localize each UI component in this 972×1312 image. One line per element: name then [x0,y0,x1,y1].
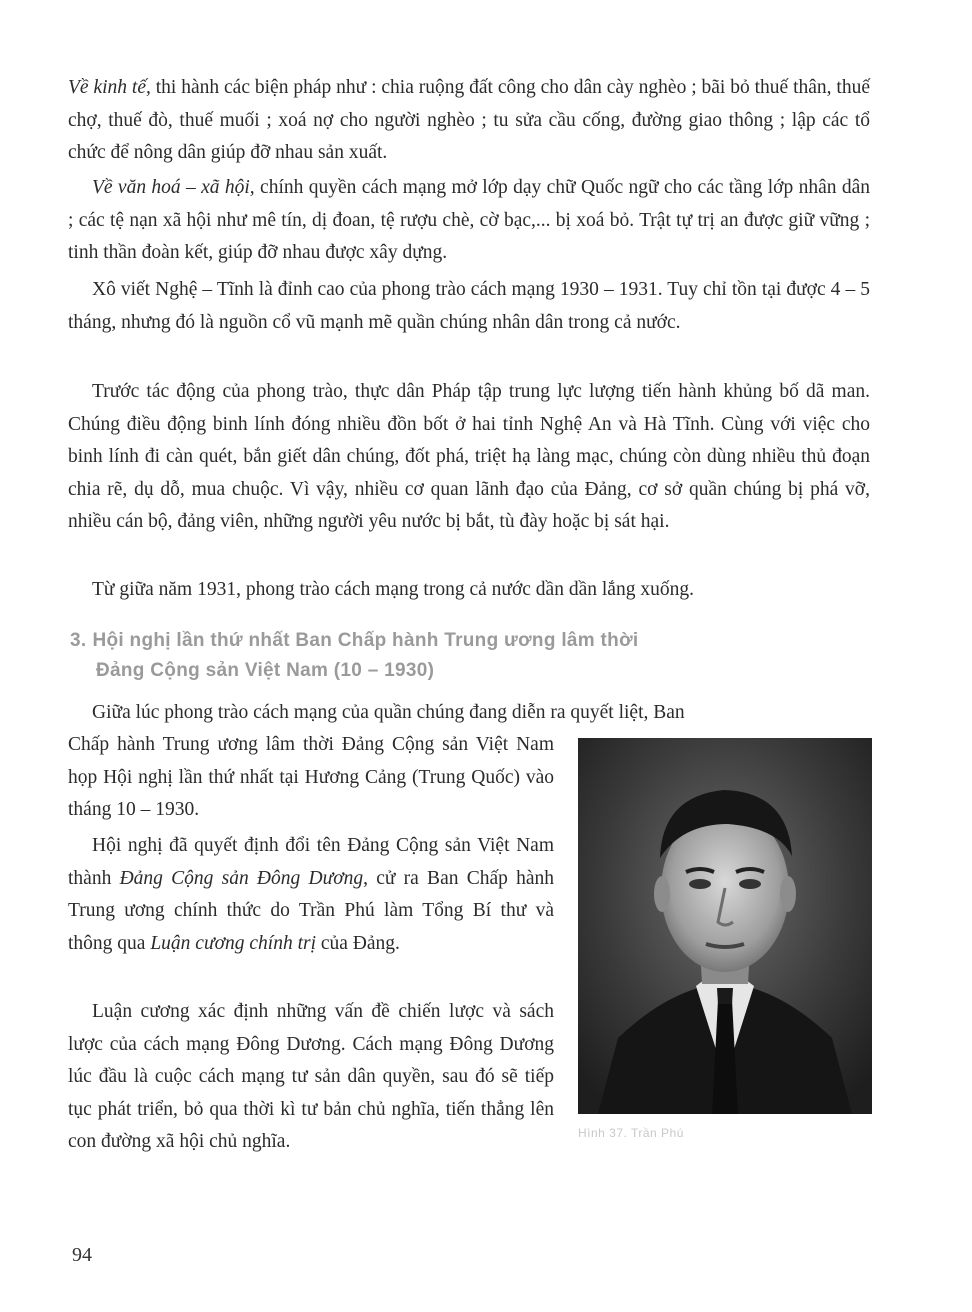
page-number: 94 [72,1244,92,1266]
party-name-italic: Đảng Cộng sản Đông Dương [119,867,364,889]
thesis-name-italic: Luận cương chính trị [150,932,316,954]
section-paragraph-rename [68,830,554,960]
section-title-line1: Hội nghị lần thứ nhất Ban Chấp hành Trung ương lâm thời [92,630,639,651]
paragraph-culture-society [68,172,870,270]
paragraph-lead: Về kinh tế, [68,77,151,98]
portrait-image [578,738,872,1114]
paragraph-text: Hội nghị đã quyết định đổi tên Đảng Cộng sản Việt Nam thành [68,835,554,889]
section-paragraph-intro: Chấp hành Trung ương lâm thời Đảng Cộng sản Việt Nam họp Hội nghị lần thứ nhất tại Hương Cảng (Trung Quốc) vào tháng 10 – 1930. [68,734,554,820]
paragraph-text: của Đảng. [316,932,400,954]
paragraph-text: chính quyền cách mạng mở lớp dạy chữ Quốc ngữ cho các tầng lớp nhân dân ; các tệ nạn xã hội như mê tín, dị đoan, tệ rượu chè, cờ bạc,... bị xoá bỏ. Trật tự trị an được giữ vững ; tinh thần đoàn kết, giúp đỡ nhau được xây dựng. [68,177,870,263]
portrait-photo [578,738,872,1114]
paragraph-economy [68,72,870,170]
figure-caption: Hình 37. Trần Phú [578,1126,684,1140]
section-heading [70,626,830,686]
section-number: 3. [70,630,87,651]
paragraph-text: , cử ra Ban Chấp hành Trung ương chính thức do Trần Phú làm Tổng Bí thư và thông qua [68,867,554,954]
section-paragraph-thesis: Luận cương xác định những vấn đề chiến lược và sách lược của cách mạng Đông Dương. Cách mạng Đông Dương lúc đầu là cuộc cách mạng tư sản dân quyền, sau đó sẽ tiếp tục phát triển, bỏ qua thời kì tư bản chủ nghĩa, tiến thẳng lên con đường xã hội chủ nghĩa. [68,1001,554,1152]
paragraph-repression: Trước tác động của phong trào, thực dân Pháp tập trung lực lượng tiến hành khủng bố dã man. Chúng điều động binh lính đóng nhiều đồn bốt ở hai tỉnh Nghệ An và Hà Tĩnh. Cùng với việc cho binh lính đi càn quét, bắn giết dân chúng, đốt phá, triệt hạ làng mạc, chúng còn dùng nhiều thủ đoạn chia rẽ, dụ dỗ, mua chuộc. Vì vậy, nhiều cơ quan lãnh đạo của Đảng, cơ sở quần chúng bị phá vỡ, nhiều cán bộ, đảng viên, những người yêu nước bị bắt, tù đày hoặc bị sát hại. [68,381,870,532]
section-title-line2: Đảng Cộng sản Việt Nam (10 – 1930) [96,660,435,681]
section-paragraph-intro-line: Giữa lúc phong trào cách mạng của quần chúng đang diễn ra quyết liệt, Ban [92,702,685,723]
paragraph-lead: Về văn hoá – xã hội, [92,177,255,198]
paragraph-text: thi hành các biện pháp như : chia ruộng đất công cho dân cày nghèo ; bãi bỏ thuế thân, thuế chợ, thuế đò, thuế muối ; xoá nợ cho người nghèo ; tu sửa cầu cống, đường giao thông ; lập các tổ chức để nông dân giúp đỡ nhau sản xuất. [68,77,870,163]
paragraph-xo-viet: Xô viết Nghệ – Tĩnh là đỉnh cao của phong trào cách mạng 1930 – 1931. Tuy chỉ tồn tại được 4 – 5 tháng, nhưng đó là nguồn cổ vũ mạnh mẽ quần chúng nhân dân trong cả nước. [68,279,870,333]
paragraph-decline: Từ giữa năm 1931, phong trào cách mạng trong cả nước dần dần lắng xuống. [92,579,694,600]
